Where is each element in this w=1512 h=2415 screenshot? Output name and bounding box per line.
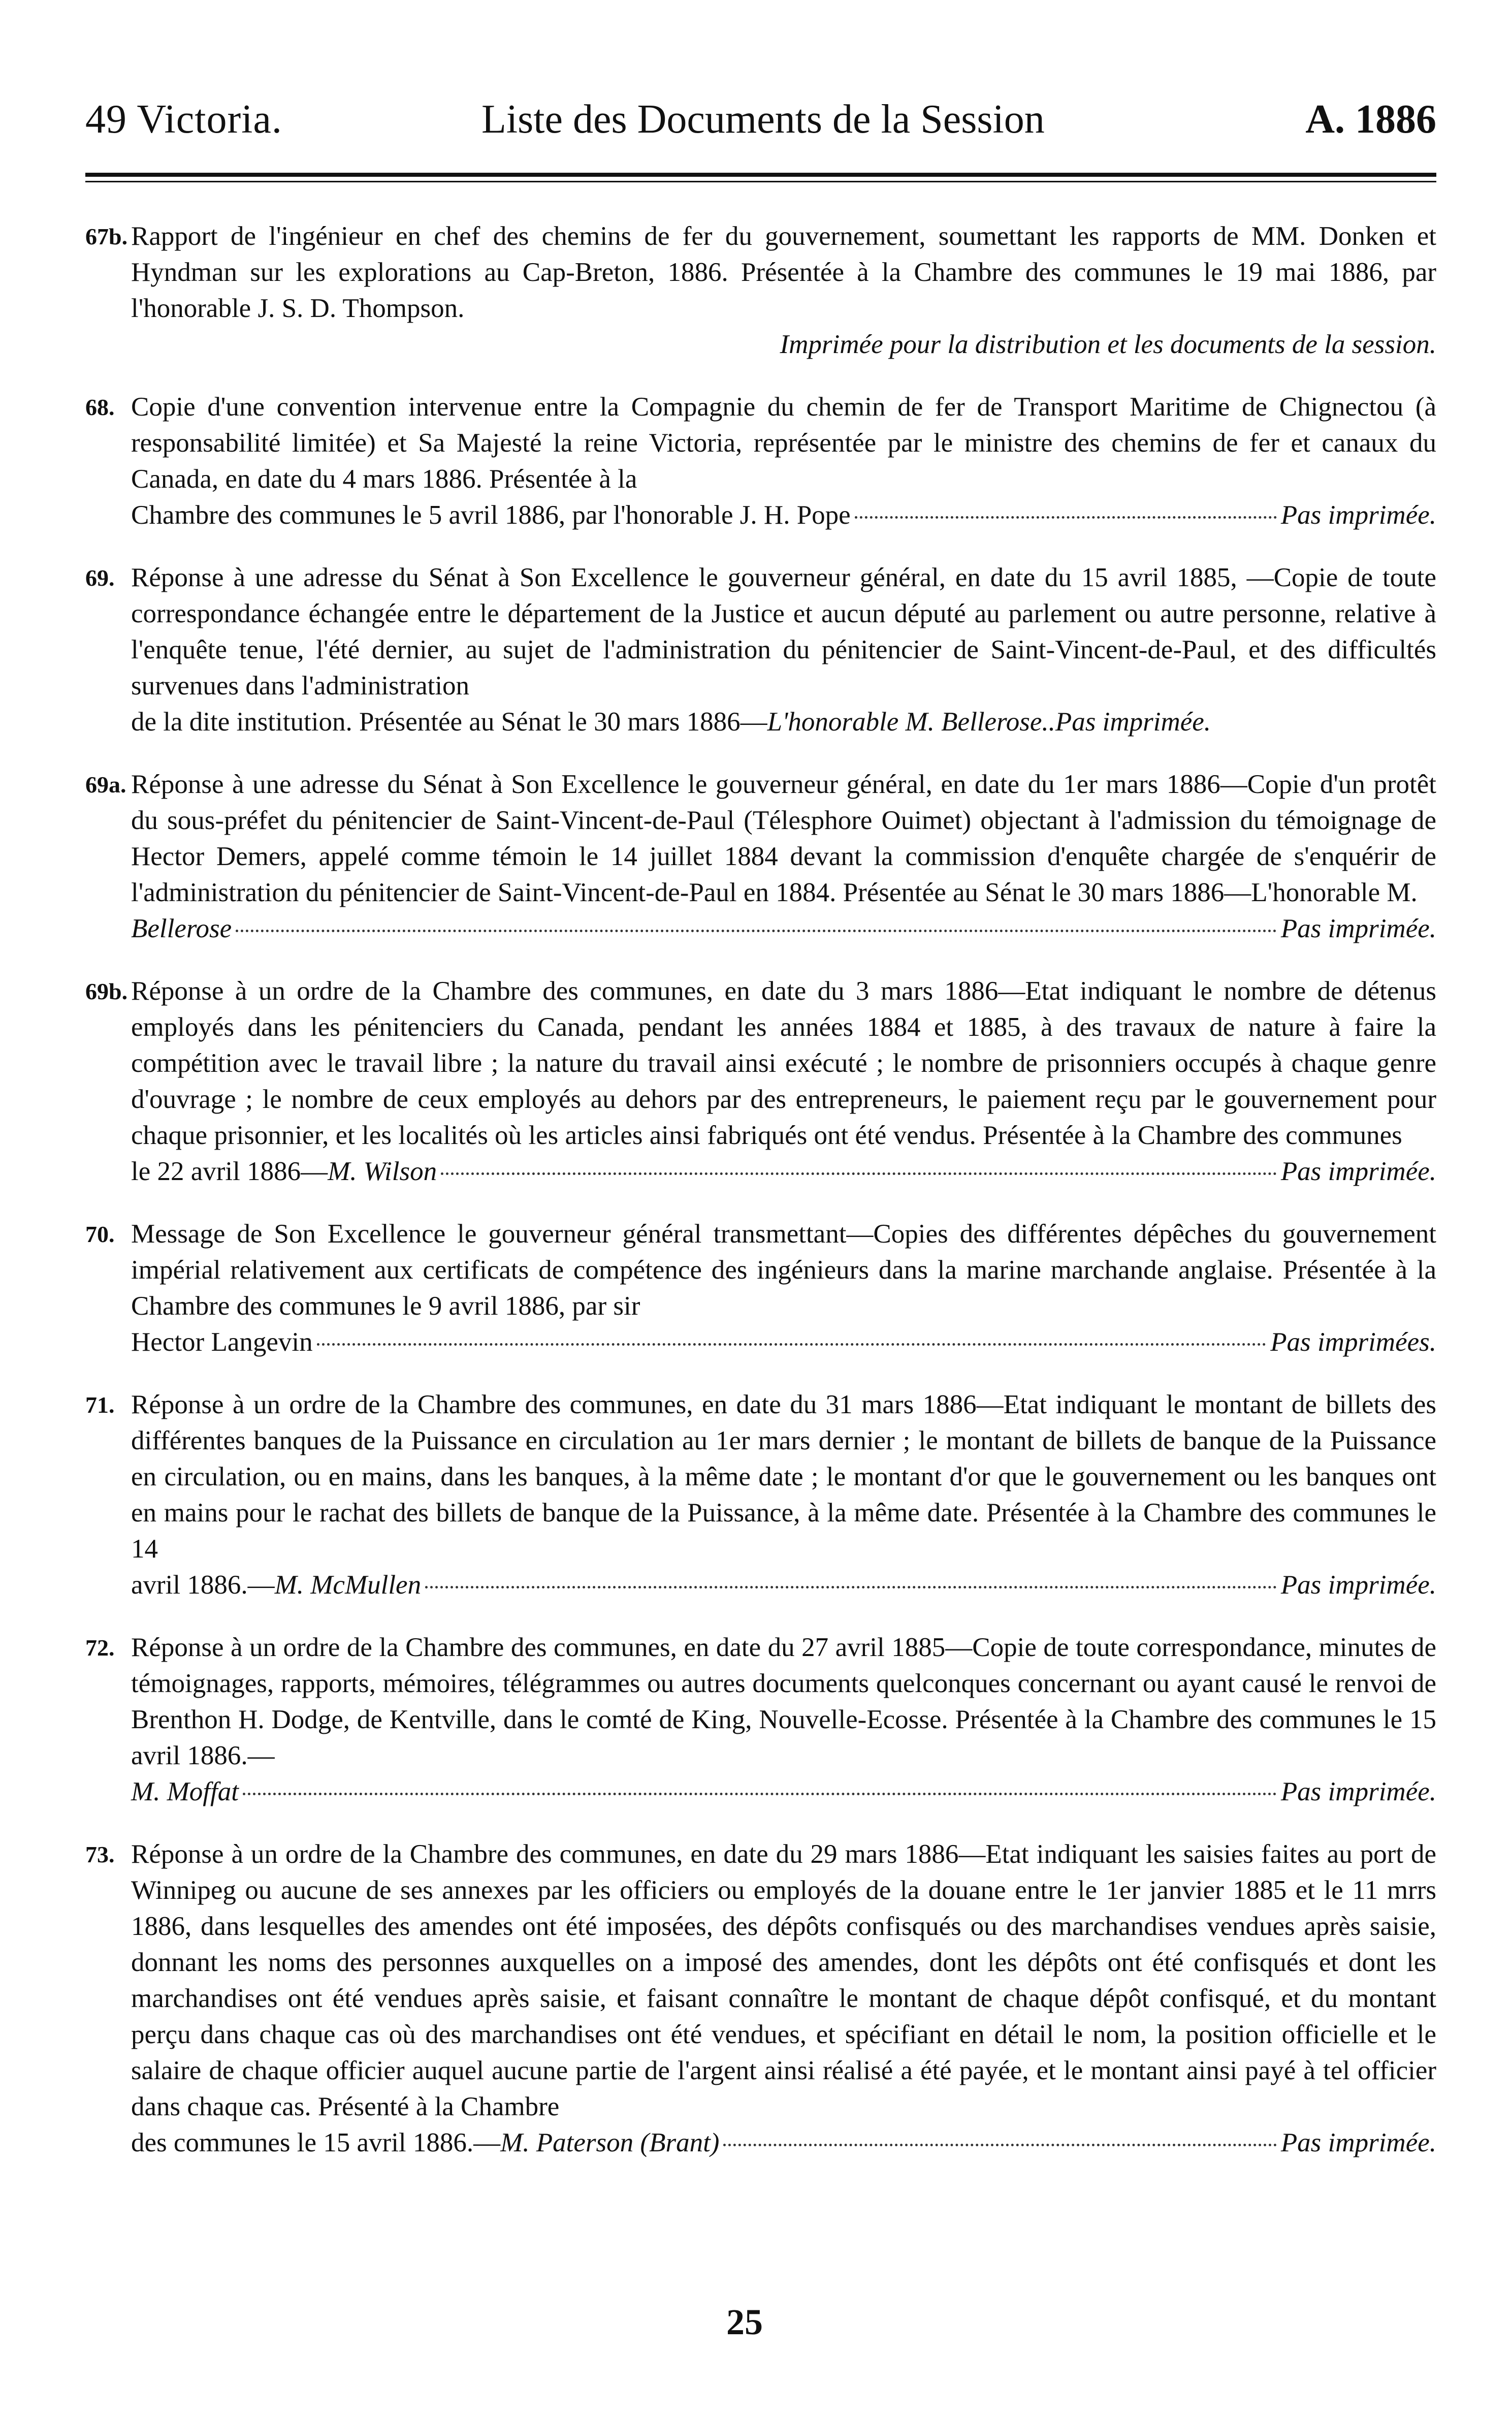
leader-dots [425, 1585, 1277, 1588]
entry-number: 69a. [85, 772, 126, 798]
entry-tail [131, 911, 1436, 947]
header-rule-thick [85, 173, 1436, 177]
entry-tail [131, 1774, 1436, 1810]
entry-status: Pas imprimée. [1280, 2128, 1436, 2157]
header-left: 49 Victoria. [85, 97, 282, 142]
entry-text: Message de Son Excellence le gouverneur général transmettant—Copies des différentes dépêches du gouvernement impérial relativement aux certificats de compétence des ingénieurs dans la marine marchande anglaise. Présentée à la Chambre des communes le 9 avril 1886, par sir [131, 1219, 1436, 1321]
entry-text: Réponse à une adresse du Sénat à Son Excellence le gouverneur général, en date du 1er mars 1886—Copie d'un protêt du sous-préfet du pénitencier de Saint-Vincent-de-Paul (Télesphore Ouimet) objectant à l'admission du témoignage de Hector Demers, appelé comme témoin le 14 juillet 1884 devant la commission d'enquête chargée de s'enquérir de l'administration du pénitencier de Saint-Vincent-de-Paul en 1884. Présentée au Sénat le 30 mars 1886—L'honorable M. [131, 770, 1436, 907]
header-right: A. 1886 [1305, 97, 1436, 142]
entry-tail-text: le 22 avril 1886—M. Wilson [131, 1157, 437, 1186]
entry-tail [131, 497, 1436, 533]
entry-text: Réponse à une adresse du Sénat à Son Excellence le gouverneur général, en date du 15 avril 1885, —Copie de toute correspondance échangée entre le département de la Justice et aucun député au parlement ou autre personne, relative à l'enquête tenue, l'été dernier, au sujet de l'administration du pénitencier de Saint-Vincent-de-Paul, et des difficultés survenues dans l'administration [131, 563, 1436, 701]
entry-text: Réponse à un ordre de la Chambre des communes, en date du 29 mars 1886—Etat indiquant les saisies faites au port de Winnipeg ou aucune de ses annexes par les officiers ou employés de la douane entre le 1er janvier 1885 et le 11 mrrs 1886, dans lesquelles des amendes ont été imposées, des dépôts confisqués ou des marchandises vendues après saisie, donnant les noms des personnes auxquelles on a imposé des amendes, dont les dépôts ont été confisqués et dont les marchandises ont été vendues après saisie, et faisant connaître le montant de chaque dépôt confisqué, et du montant perçu dans chaque cas où des marchandises ont été vendues, et spécifiant en détail le nom, la position officielle et le salaire de chaque officier auquel aucune partie de l'argent ainsi réalisé a été payée, et le montant ainsi payé à tel officier dans chaque cas. Présenté à la Chambre [131, 1839, 1436, 2121]
list-item [85, 1216, 1436, 1360]
entry-text: Rapport de l'ingénieur en chef des chemins de fer du gouvernement, soumettant les rapports de MM. Donken et Hyndman sur les explorations au Cap-Breton, 1886. Présentée à la Chambre des communes le 19 mai 1886, par l'honorable J. S. D. Thompson. [131, 221, 1436, 323]
list-item [85, 973, 1436, 1190]
entry-text: Réponse à un ordre de la Chambre des communes, en date du 27 avril 1885—Copie de toute correspondance, minutes de témoignages, rapports, mémoires, télégrammes ou autres documents quelconques concernant ou ayant causé le renvoi de Brenthon H. Dodge, de Kentville, dans le comté de King, Nouvelle-Ecosse. Présentée à la Chambre des communes le 15 avril 1886.— [131, 1633, 1436, 1770]
entry-tail [131, 1154, 1436, 1190]
entry-tail-text: des communes le 15 avril 1886.—M. Paterson (Brant) [131, 2128, 720, 2157]
entry-tail [131, 1324, 1436, 1360]
entry-status: Pas imprimée. [1280, 914, 1436, 943]
entry-tail-text: Hector Langevin [131, 1327, 313, 1357]
entry-number: 73. [85, 1841, 115, 1867]
leader-dots [723, 2143, 1276, 2146]
list-item [85, 389, 1436, 533]
leader-dots [236, 929, 1277, 932]
entry-text: Réponse à un ordre de la Chambre des communes, en date du 31 mars 1886—Etat indiquant le montant de billets des différentes banques de la Puissance en circulation au 1er mars dernier ; le montant de billets de banque de la Puissance en circulation, ou en mains, dans les banques, à la même date ; le montant d'or que le gouvernement ou les banques ont en mains pour le rachat des billets de banque de la Puissance, à la même date. Présentée à la Chambre des communes le 14 [131, 1390, 1436, 1564]
list-item [85, 767, 1436, 947]
list-item [85, 1836, 1436, 2161]
entry-tail-text: M. Moffat [131, 1777, 239, 1806]
entry-status: Pas imprimée. [1280, 500, 1436, 530]
document-list [85, 218, 1436, 2187]
entry-status: Pas imprimées. [1270, 1327, 1436, 1357]
entry-status: Pas imprimée. [1280, 1777, 1436, 1806]
entry-note: Imprimée pour la distribution et les documents de la session. [780, 330, 1436, 359]
entry-status: Pas imprimée. [1280, 1157, 1436, 1186]
leader-dots [855, 516, 1277, 519]
entry-number: 70. [85, 1221, 115, 1247]
entry-number: 71. [85, 1392, 115, 1418]
entry-tail [131, 704, 1436, 740]
entry-tail [131, 1567, 1436, 1603]
list-item [85, 560, 1436, 740]
header-title: Liste des Documents de la Session [481, 97, 1045, 142]
entry-text: Copie d'une convention intervenue entre la Compagnie du chemin de fer de Transport Maritime de Chignectou (à responsabilité limitée) et Sa Majesté la reine Victoria, représentée par le ministre des chemins de fer et canaux du Canada, en date du 4 mars 1886. Présentée à la [131, 392, 1436, 494]
entry-status: Pas imprimée. [1280, 1570, 1436, 1600]
list-item [85, 1630, 1436, 1810]
leader-dots [243, 1792, 1277, 1795]
list-item [85, 1387, 1436, 1603]
entry-tail-text: Chambre des communes le 5 avril 1886, par l'honorable J. H. Pope [131, 500, 851, 530]
entry-tail-text: Bellerose [131, 914, 232, 943]
page-header [85, 86, 1436, 152]
entry-number: 69. [85, 565, 115, 591]
entry-tail [131, 2125, 1436, 2161]
entry-number: 69b. [85, 978, 128, 1004]
entry-tail-text: de la dite institution. Présentée au Sénat le 30 mars 1886—L'honorable M. Bellerose.. [131, 707, 1055, 737]
entry-text: Réponse à un ordre de la Chambre des communes, en date du 3 mars 1886—Etat indiquant le nombre de détenus employés dans les pénitenciers du Canada, pendant les années 1884 et 1885, à des travaux de nature à faire la compétition avec le travail libre ; la nature du travail ainsi exécuté ; le nombre de prisonniers occupés à chaque genre d'ouvrage ; le nombre de ceux employés au dehors par des entrepreneurs, le paiement reçu par le gouvernement pour chaque prisonnier, et les localités où les articles ainsi fabriqués ont été vendus. Présentée à la Chambre des communes [131, 976, 1436, 1150]
page-number: 25 [726, 2302, 763, 2342]
entry-number: 72. [85, 1635, 115, 1661]
leader-dots [441, 1172, 1277, 1175]
entry-tail-text: avril 1886.—M. McMullen [131, 1570, 422, 1600]
entry-number: 68. [85, 394, 115, 420]
header-rule-thin [85, 181, 1436, 182]
leader-dots [317, 1343, 1267, 1346]
entry-number: 67b. [85, 224, 128, 249]
entry-status: Pas imprimée. [1055, 707, 1211, 737]
list-item [85, 218, 1436, 363]
